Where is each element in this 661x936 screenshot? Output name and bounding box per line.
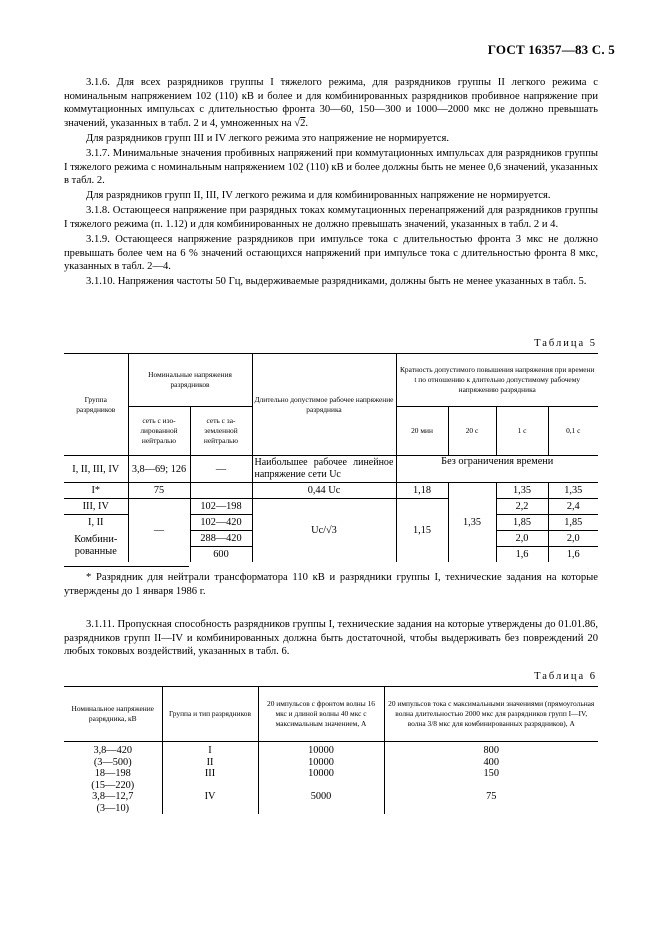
t6-cell-imp16: 10000	[258, 768, 384, 780]
t5-r3-group: III, IV	[64, 499, 128, 515]
t5-row-1	[64, 456, 598, 483]
table5-footnote	[64, 571, 598, 598]
t5-header-group: Группа разрядников	[64, 354, 128, 456]
t5-header-20s: 20 с	[448, 407, 496, 456]
t5-r2-grounded	[190, 483, 252, 499]
t5-header-20min: 20 мин	[396, 407, 448, 456]
paragraph-3-1-7b: Для разрядников групп II, III, IV легкого режима и для комбинированных напряжение не нормируется.	[86, 190, 551, 202]
t6-cell-imp16: 10000	[258, 742, 384, 757]
t5-merged-20s: 1,35	[448, 483, 496, 562]
t5-r4-01s: 1,85	[548, 515, 598, 531]
table-row	[64, 768, 598, 780]
t5-r5-1s: 2,0	[496, 530, 548, 546]
t6-cell-group	[162, 803, 258, 815]
t6-cell-nominal: 18—198	[64, 768, 162, 780]
t5-r1-isolated: 3,8—69; 126	[128, 456, 190, 483]
t5-header-ratio: Кратность допустимого повышения напряжения при времени t по отношению к длительно допустимому рабочему напряжению разрядника	[396, 354, 598, 407]
t5-header-01s: 0,1 с	[548, 407, 598, 456]
t6-cell-rect: 400	[384, 757, 598, 769]
t6-body	[64, 742, 598, 815]
t6-cell-rect	[384, 780, 598, 792]
t6-cell-imp16: 5000	[258, 791, 384, 803]
footnote-rule	[64, 566, 189, 567]
t6-cell-nominal: 3,8—12,7	[64, 791, 162, 803]
t5-row-3	[64, 499, 598, 515]
t5-header-longterm: Длительно допустимое рабочее напряжение разрядника	[252, 354, 396, 456]
t6-header-imp16: 20 импульсов с фронтом волны 16 мкс и длиной волны 40 мкс с максимальным значением, А	[258, 687, 384, 742]
t6-header-group: Группа и тип разрядников	[162, 687, 258, 742]
t5-r1-grounded: —	[190, 456, 252, 483]
paragraph-3-1-10: 3.1.10. Напряжения частоты 50 Гц, выдерживаемые разрядниками, должны быть не менее указанных в табл. 5.	[86, 276, 587, 288]
t5-r1-group: I, II, III, IV	[64, 456, 128, 483]
t5-r6-1s: 1,6	[496, 546, 548, 562]
page-header: ГОСТ 16357—83 С. 5	[487, 42, 615, 57]
t5-header-isolated: сеть с изо-лированной нейтралью	[128, 407, 190, 456]
t5-r5-01s: 2,0	[548, 530, 598, 546]
t5-row-2	[64, 483, 598, 499]
table-row	[64, 742, 598, 757]
body-text	[64, 76, 598, 290]
t5-r5-grounded: 288—420	[190, 530, 252, 546]
t5-r6-grounded: 600	[190, 546, 252, 562]
paragraph-3-1-11	[64, 618, 598, 659]
table6-caption: Таблица 6	[534, 671, 597, 682]
t6-cell-group: IV	[162, 791, 258, 803]
t5-r1-longterm: Наибольшее рабочее линейное напряжение сети Uс	[252, 456, 396, 483]
t5-r4-grounded: 102—420	[190, 515, 252, 531]
paragraph-3-1-11-text: 3.1.11. Пропускная способность разрядников группы I, технические задания на которые утверждены до 01.01.86, разрядников групп II—IV и комбинированных должна быть достаточной, чтобы выдерживать без повреждений 20 любых токовых воздействий, указанных в табл. 6.	[64, 619, 598, 658]
t5-r1-ratio: Без ограничения времени	[396, 456, 598, 483]
t5-merged-isolated: —	[128, 499, 190, 562]
t5-header-nominal: Номинальные напряжения разрядников	[128, 354, 252, 407]
paragraph-3-1-6-text: 3.1.6. Для всех разрядников группы I тяжелого режима, для разрядников группы II легкого режима с номинальным напряжением 102 (110) кВ и более и для комбинированных разрядников пробивное напряжение при коммутационных импульсах с длительностью фронта 30—60, 150—300 и 1000—2000 мкс не должно превышать значений, указанных в табл. 2 и 4, умноженных на	[64, 77, 598, 129]
t6-cell-group: I	[162, 742, 258, 757]
paragraph-3-1-6b: Для разрядников групп III и IV легкого режима это напряжение не нормируется.	[86, 132, 449, 144]
t6-cell-nominal: (15—220)	[64, 780, 162, 792]
t5-merged-longterm: Uс/√3	[252, 499, 396, 562]
t5-merged-20min: 1,15	[396, 499, 448, 562]
table-row	[64, 803, 598, 815]
paragraph-3-1-9: 3.1.9. Остающееся напряжение разрядников при импульсе тока с длительностью фронта 3 мкс не должно превышать более чем на 6 % значений остающихся напряжений при импульсе тока с длительностью фронта 8 мкс, указанных в табл. 2—4.	[64, 234, 598, 273]
t5-r2-group: I*	[64, 483, 128, 499]
t6-cell-imp16	[258, 780, 384, 792]
t5-r4-group: I, II	[64, 515, 128, 531]
t5-r6-01s: 1,6	[548, 546, 598, 562]
t6-cell-group	[162, 780, 258, 792]
t6-cell-group: II	[162, 757, 258, 769]
t6-cell-imp16	[258, 803, 384, 815]
table-6	[64, 686, 598, 814]
paragraph-3-1-6-end: .	[305, 117, 309, 129]
t6-cell-rect: 800	[384, 742, 598, 757]
table-row	[64, 780, 598, 792]
t6-cell-imp16: 10000	[258, 757, 384, 769]
sqrt-radicand: 2	[300, 117, 306, 129]
t5-r4-1s: 1,85	[496, 515, 548, 531]
t5-header-1s: 1 с	[496, 407, 548, 456]
paragraph-3-1-6	[64, 76, 598, 130]
paragraph-3-1-8: 3.1.8. Остающееся напряжение при разрядных токах коммутационных перенапряжений для разрядников группы I тяжелого режима (п. 1.12) и для комбинированных не должно превышать значений, указанных в табл. 2 и 4.	[64, 205, 598, 230]
table5-caption: Таблица 5	[534, 338, 597, 349]
t5-r2-1s: 1,35	[496, 483, 548, 499]
paragraph-3-1-7: 3.1.7. Минимальные значения пробивных напряжений при коммутационных импульсах для разрядников группы I тяжелого режима с номинальным напряжением 102 (110) кВ и более должны быть не менее 0,6 значений, указанных в табл. 2.	[64, 147, 598, 187]
t6-cell-nominal: (3—500)	[64, 757, 162, 769]
table-row	[64, 757, 598, 769]
t6-cell-nominal: 3,8—420	[64, 742, 162, 757]
table-5	[64, 353, 598, 562]
t6-cell-nominal: (3—10)	[64, 803, 162, 815]
t6-cell-rect	[384, 803, 598, 815]
t5-r5-group: Комбини-рованные	[64, 530, 128, 562]
t5-r2-isolated: 75	[128, 483, 190, 499]
t5-r3-01s: 2,4	[548, 499, 598, 515]
t5-r2-longterm: 0,44 Uс	[252, 483, 396, 499]
t5-r3-grounded: 102—198	[190, 499, 252, 515]
sqrt-sign: √	[294, 117, 301, 129]
t6-header-nominal: Номинальное напряжение разрядника, кВ	[64, 687, 162, 742]
t5-r2-01s: 1,35	[548, 483, 598, 499]
t6-cell-rect: 75	[384, 791, 598, 803]
t5-r2-20min: 1,18	[396, 483, 448, 499]
table5-footnote-text: * Разрядник для нейтрали трансформатора 110 кВ и разрядники группы I, технические задания на которые утверждены до 1 января 1986 г.	[64, 572, 598, 597]
t6-cell-rect: 150	[384, 768, 598, 780]
t5-r3-1s: 2,2	[496, 499, 548, 515]
table-row	[64, 791, 598, 803]
t6-cell-group: III	[162, 768, 258, 780]
t5-header-grounded: сеть с за-земленной нейтралью	[190, 407, 252, 456]
t6-header-rect: 20 импульсов тока с максимальными значениями (прямоугольная волна длительностью 2000 мкс для разрядников групп I—IV, волна 3/8 мкс для комбинированных разрядников), А	[384, 687, 598, 742]
